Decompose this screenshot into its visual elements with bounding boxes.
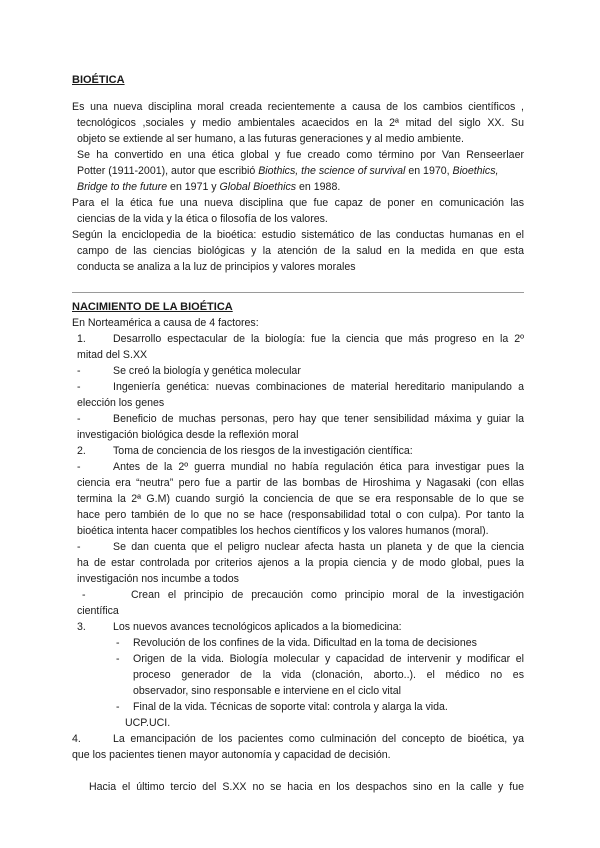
list-item-line: Se dan cuenta que el peligro nuclear afecta hasta un planeta y de que la ciencia	[113, 541, 524, 553]
list-dash: -	[77, 461, 81, 473]
intro-line: En Norteamérica a causa de 4 factores:	[72, 317, 259, 329]
list-item-line: investigación biológica desde la reflexión moral	[77, 429, 299, 441]
book-title-biothics: Biothics, the science of survival	[258, 165, 406, 177]
list-dash: -	[77, 365, 81, 377]
section-title-bioetica: BIOÉTICA	[72, 74, 125, 86]
list-item-line: proceso generador de la vida (clonación, aborto..). el médico no es	[133, 669, 524, 681]
list-item-line: Antes de la 2º guerra mundial no había regulación ética para investigar pues la	[113, 461, 524, 473]
list-item-line: Revolución de los confines de la vida. Dificultad en la toma de decisiones	[133, 637, 477, 649]
list-item-line: Crean el principio de precaución como principio moral de la investigación	[131, 589, 524, 601]
book-title-global: Global Bioethics	[219, 181, 297, 193]
closing-paragraph-line: Hacia el último tercio del S.XX no se hacia en los despachos sino en la calle y fue	[89, 781, 524, 793]
paragraph-line	[77, 165, 498, 178]
paragraph-line	[77, 181, 340, 194]
list-item-line: Desarrollo espectacular de la biología: fue la ciencia que más progreso en la 2º	[113, 333, 524, 345]
list-item-line: ciencia era “neutra” pero fue a partir de las bombas de Hiroshima y Nagasaki (con ellas	[77, 477, 524, 489]
paragraph-line: Se ha convertido en una ética global y fue creado como término por Van Renseerlaer	[77, 149, 524, 161]
list-item-line: que los pacientes tienen mayor autonomía y capacidad de decisión.	[72, 749, 391, 761]
text-run: en 1988.	[296, 181, 341, 193]
list-item-line: Ingeniería genética: nuevas combinaciones de material hereditario manipulando a	[113, 381, 524, 393]
book-title-bridge: Bridge to the future	[77, 181, 168, 193]
paragraph-line: objeto se extiende al ser humano, a las futuras generaciones y al medio ambiente.	[77, 133, 464, 145]
section-divider	[72, 292, 524, 293]
paragraph-line: Es una nueva disciplina moral creada recientemente a causa de los cambios científicos ,	[72, 101, 524, 113]
list-item-line: investigación nos incumbe a todos	[77, 573, 239, 585]
paragraph-line: Según la enciclopedia de la bioética: estudio sistemático de las conductas humanas en el	[72, 229, 524, 241]
list-item-line: termina la 2ª G.M) cuando surgió la conciencia de que se era responsable de lo que se	[77, 493, 524, 505]
list-item-line: Se creó la biología y genética molecular	[113, 365, 301, 377]
list-item-line: ha de estar controlada por criterios ajenos a la propia ciencia y de modo global, pues la	[77, 557, 524, 569]
paragraph-line: Para el la ética fue una nueva disciplina que fue capaz de poner en comunicación las	[72, 197, 524, 209]
list-item-line: La emancipación de los pacientes como culminación del concepto de bioética, ya	[113, 733, 524, 745]
list-item-line: elección los genes	[77, 397, 165, 409]
list-dash: -	[77, 413, 81, 425]
list-item-line: observador, sino responsable e interviene en el ciclo vital	[133, 685, 401, 697]
list-number: 4.	[72, 733, 81, 745]
paragraph-line: campo de las ciencias biológicas y la atención de la salud en la medida en que esta	[77, 245, 524, 257]
list-item-line: Final de la vida. Técnicas de soporte vital: controla y alarga la vida.	[133, 701, 448, 713]
text-run: en 1971 y	[167, 181, 220, 193]
list-item-line: bioética intenta hacer compatibles los hechos científicos y los valores humanos (moral).	[77, 525, 489, 537]
paragraph-line: tecnológicos ,sociales y medio ambientales acaecidos en la 2ª mitad del siglo XX. Su	[77, 117, 524, 129]
paragraph-line: ciencias de la vida y la ética o filosofía de los valores.	[77, 213, 328, 225]
list-item-line: UCP.UCI.	[125, 717, 171, 729]
list-item-line: Origen de la vida. Biología molecular y capacidad de intervenir y modificar el	[133, 653, 524, 665]
text-run: en 1970,	[405, 165, 453, 177]
list-item-line: mitad del S.XX	[77, 349, 148, 361]
list-number: 2.	[77, 445, 86, 457]
list-number: 1.	[77, 333, 86, 345]
text-run: Potter (1911-2001), autor que escribió	[77, 165, 259, 177]
paragraph-line: conducta se analiza a la luz de principios y valores morales	[77, 261, 356, 273]
list-dash: -	[116, 653, 120, 665]
book-title-bioethics: Bioethics,	[452, 165, 499, 177]
list-dash: -	[82, 589, 86, 601]
list-dash: -	[77, 381, 81, 393]
list-item-line: científica	[77, 605, 119, 617]
list-number: 3.	[77, 621, 86, 633]
list-item-line: Beneficio de muchas personas, pero hay que tener sensibilidad máxima y guiar la	[113, 413, 524, 425]
list-dash: -	[116, 637, 120, 649]
list-item-line: hace pero también de lo que no se hace (responsabilidad total o con culpa). Por tanto la	[77, 509, 524, 521]
section-title-nacimiento: NACIMIENTO DE LA BIOÉTICA	[72, 301, 233, 313]
list-dash: -	[116, 701, 120, 713]
list-item-line: Toma de conciencia de los riesgos de la investigación científica:	[113, 445, 413, 457]
list-item-line: Los nuevos avances tecnológicos aplicados a la biomedicina:	[113, 621, 402, 633]
list-dash: -	[77, 541, 81, 553]
